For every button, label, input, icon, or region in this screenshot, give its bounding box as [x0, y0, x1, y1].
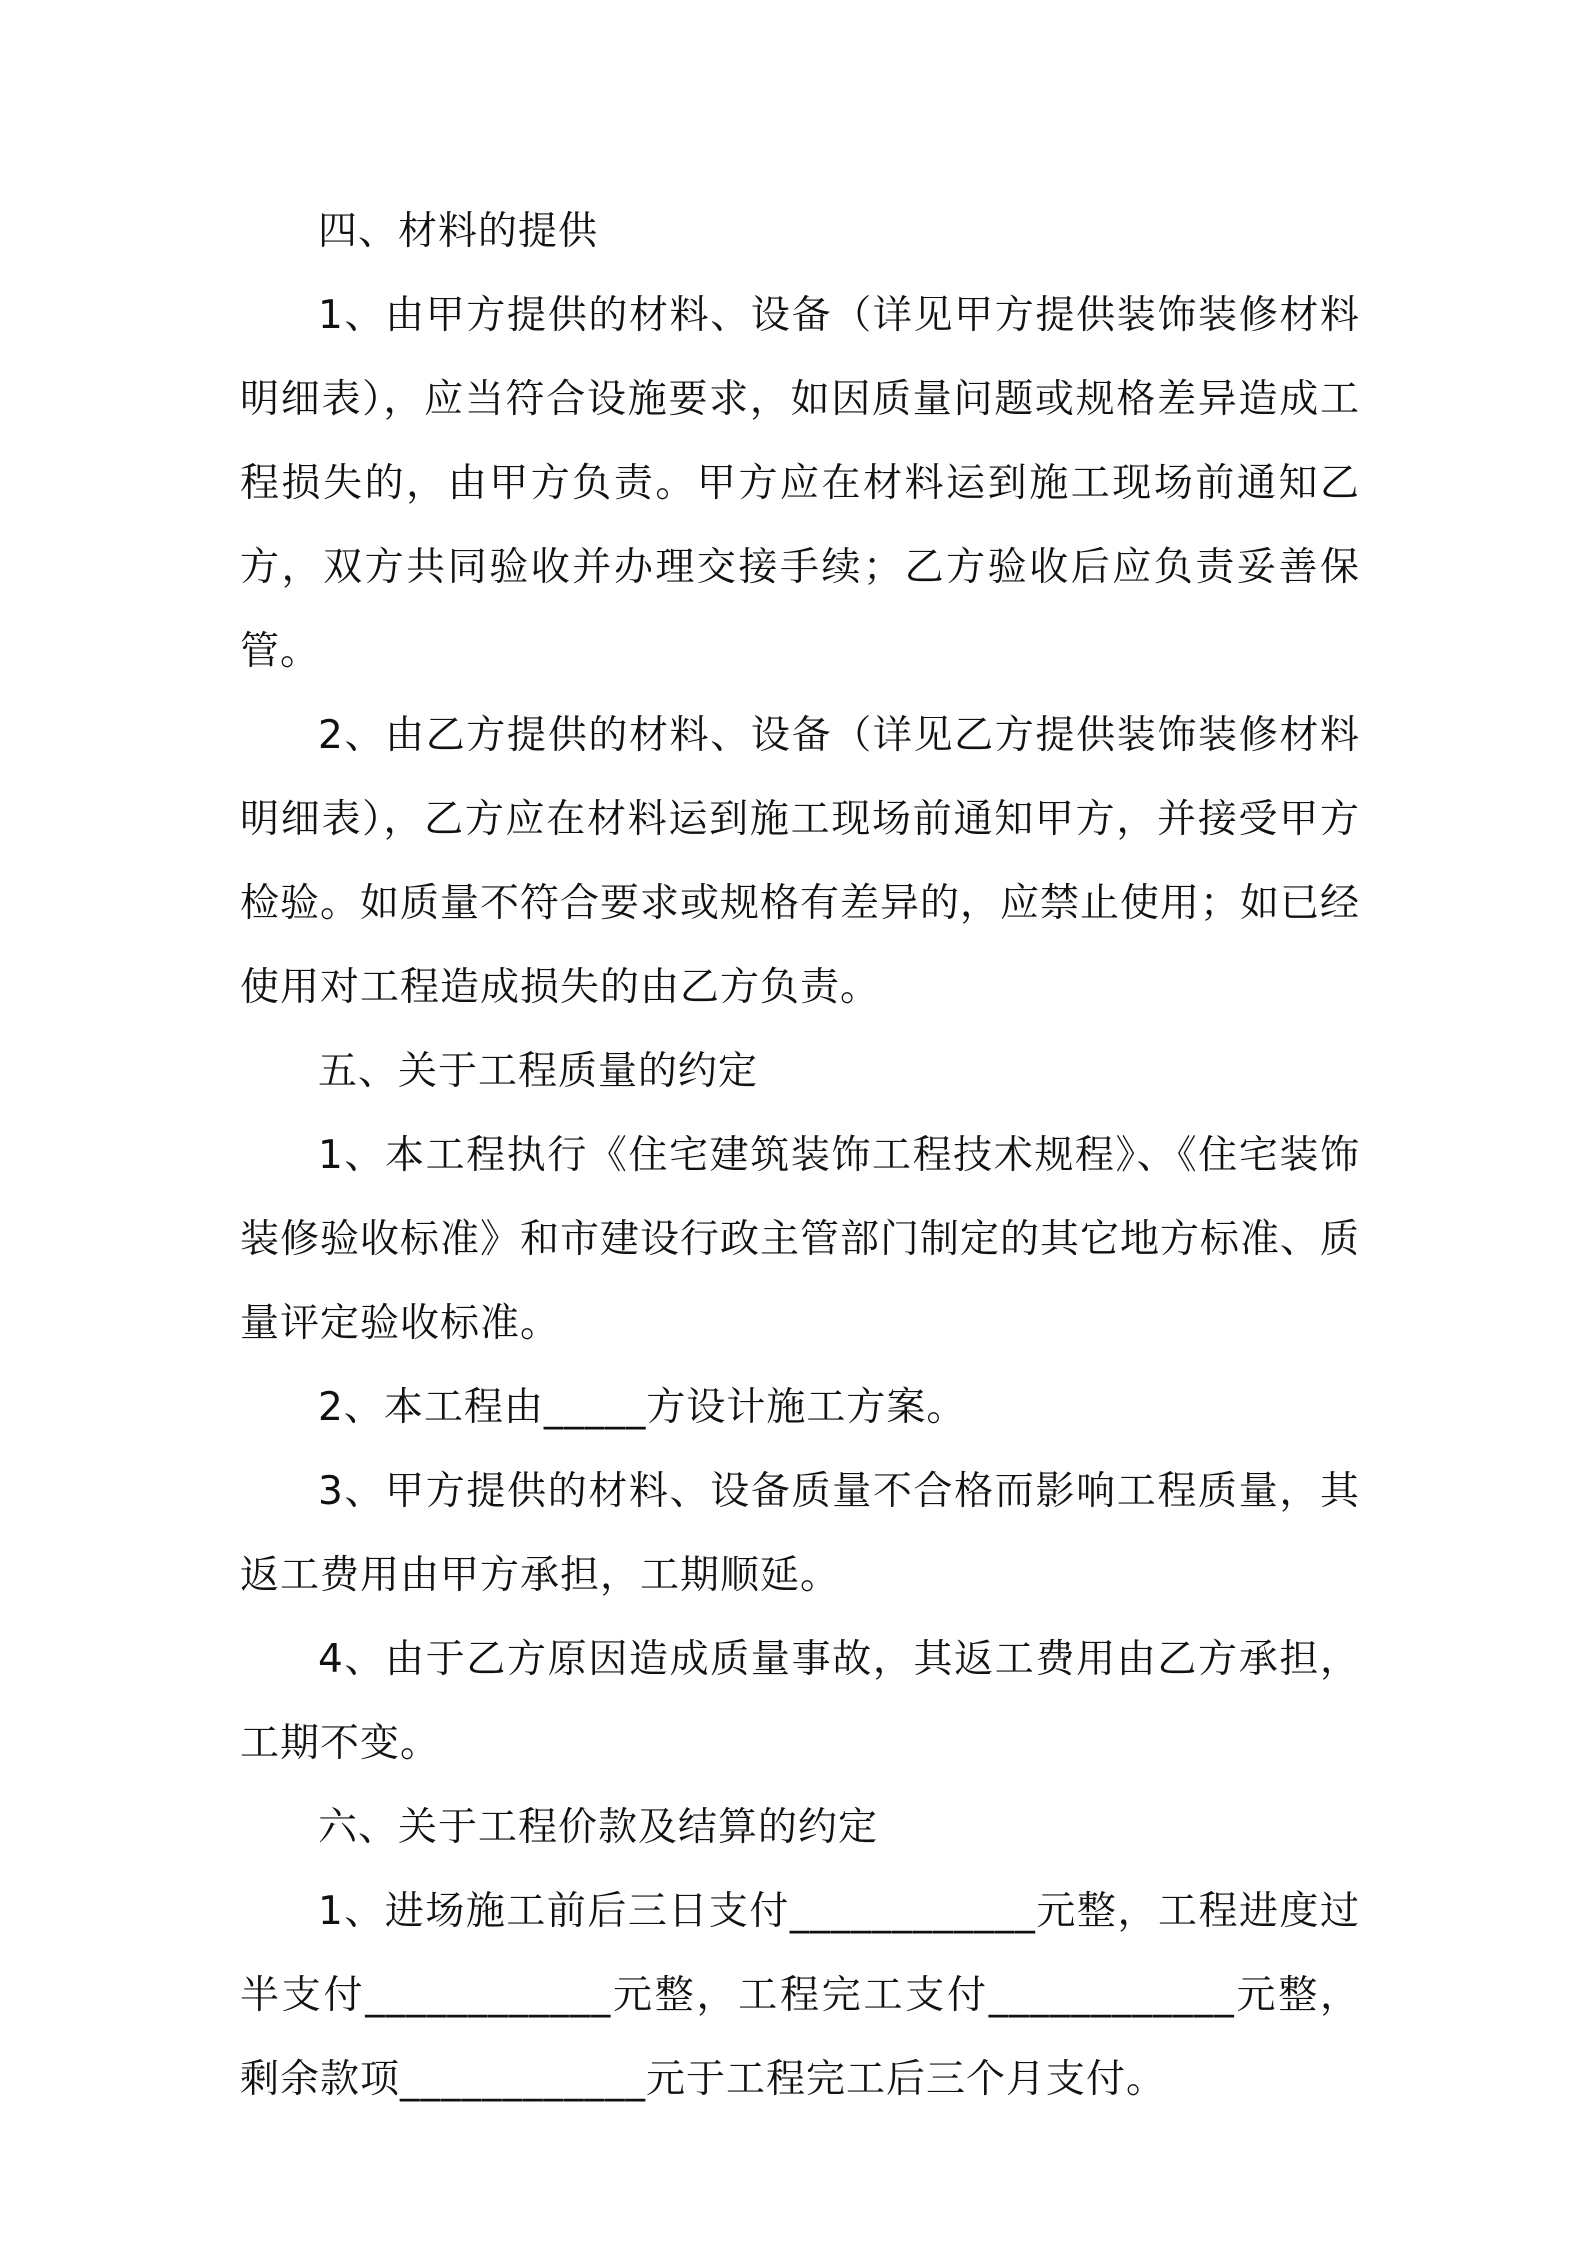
clause-5-1: 1、本工程执行《住宅建筑装饰工程技术规程》、《住宅装饰装修验收标准》和市建设行政主管部门制定的其它地方标准、质量评定验收标准。 [240, 1133, 1361, 1346]
clause-4-1: 1、由甲方提供的材料、设备（详见甲方提供装饰装修材料明细表），应当符合设施要求，如因质量问题或规格差异造成工程损失的，由甲方负责。甲方应在材料运到施工现场前通知乙方，双方共同验收并办理交接手续；乙方验收后应负责妥善保管。 [240, 293, 1360, 674]
clause-4-2: 2、由乙方提供的材料、设备（详见乙方提供装饰装修材料明细表），乙方应在材料运到施工现场前通知甲方，并接受甲方检验。如质量不符合要求或规格有差异的，应禁止使用；如已经使用对工程造成损失的由乙方负责。 [240, 713, 1361, 1010]
section-heading-6: 六、关于工程价款及结算的约定 [318, 1805, 879, 1850]
section-heading-5: 五、关于工程质量的约定 [318, 1049, 759, 1094]
clause-5-2: 2、本工程由_____方设计施工方案。 [318, 1385, 967, 1430]
section-heading-4: 四、材料的提供 [318, 209, 599, 254]
clause-5-3: 3、甲方提供的材料、设备质量不合格而影响工程质量，其返工费用由甲方承担，工期顺延。 [240, 1469, 1360, 1598]
clause-6-1: 1、进场施工前后三日支付____________元整，工程进度过半支付____________元整，工程完工支付____________元整，剩余款项____________元于工程完工后三个月支付。 [240, 1889, 1360, 2102]
clause-5-4: 4、由于乙方原因造成质量事故，其返工费用由乙方承担，工期不变。 [240, 1637, 1360, 1766]
document-body [240, 190, 1360, 2122]
